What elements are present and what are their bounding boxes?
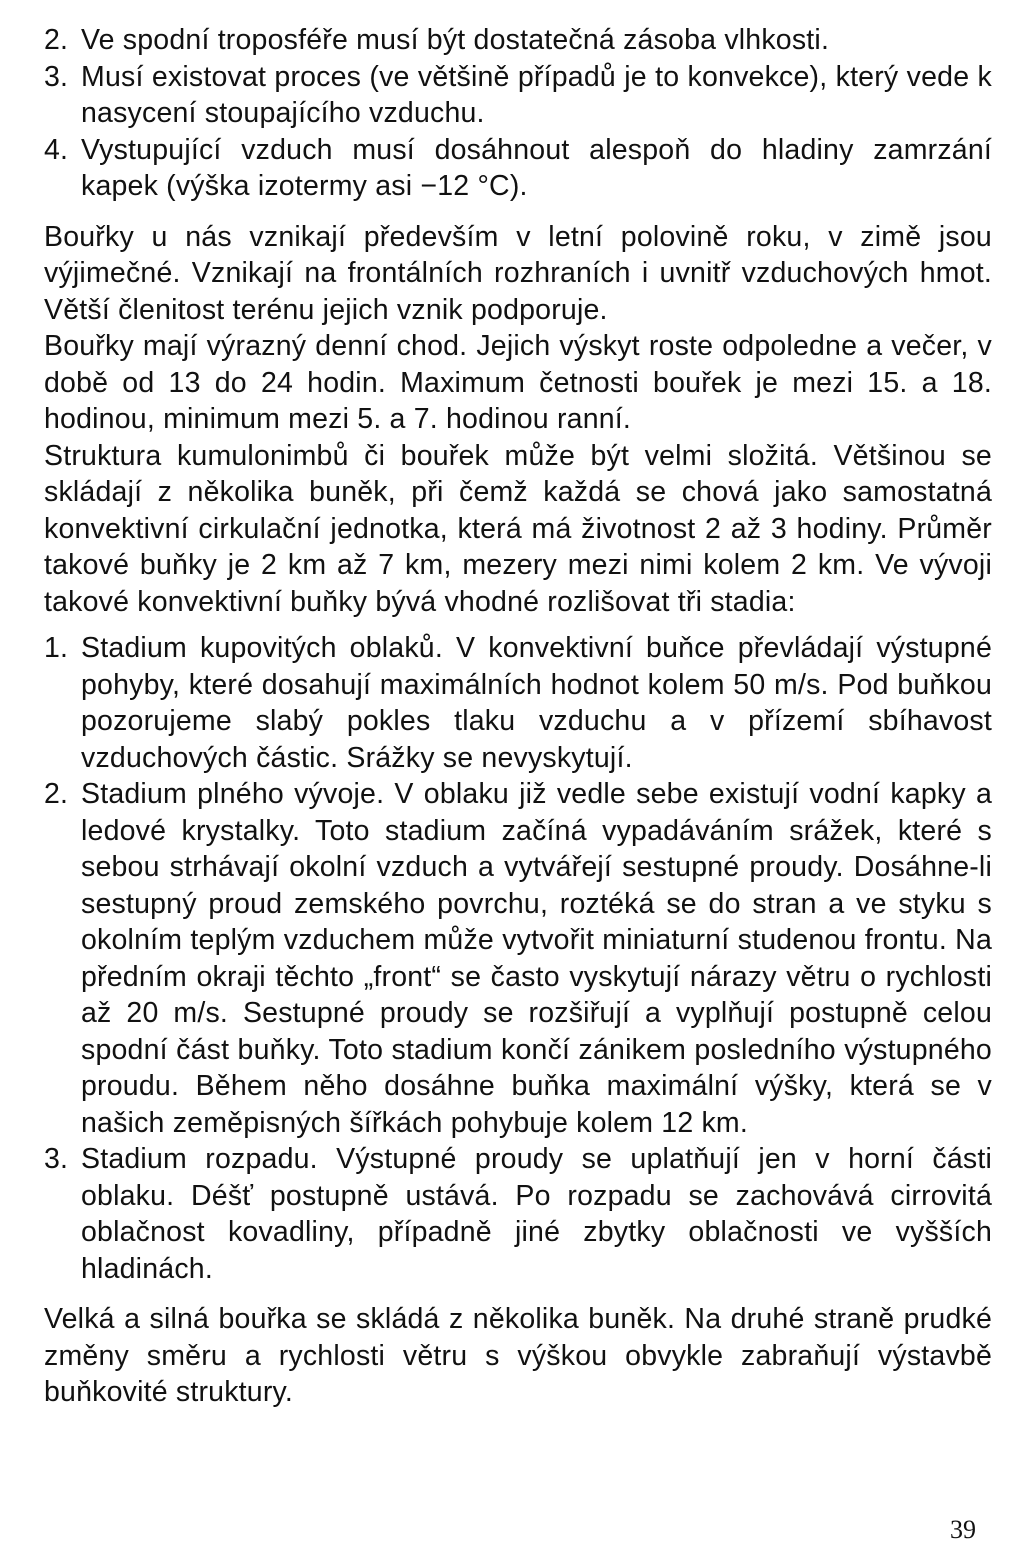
list-text: Stadium plného vývoje. V oblaku již vedle sebe existují vodní kapky a ledové krystalky. Toto stadium začíná vypadáváním srážek, které s sebou strhávají okolní vzduch a vytvářejí sestupné proudy. Dosáhne-li sestupný proud zemského povrchu, roztéká se do stran a ve styku s okolním teplým vzduchem může vytvořit miniaturní studenou frontu. Na předním okraji těchto „front“ se často vyskytují nárazy větru o rychlosti až 20 m/s. Sestupné proudy se rozšiřují a vyplňují postupně celou spodní část buňky. Toto stadium končí zánikem posledního výstupného proudu. Během něho dosáhne buňka maximální výšky, která se v našich zeměpisných šířkách pohybuje kolem 12 km. bbox=[81, 778, 992, 1139]
list-item bbox=[44, 776, 992, 1141]
list-number: 3. bbox=[44, 60, 69, 93]
list-number: 1. bbox=[44, 632, 69, 664]
list-text: Musí existovat proces (ve většině případů je to konvekce), který vede k nasycení stoupajícího vzduchu. bbox=[81, 60, 992, 129]
list-text: Ve spodní troposféře musí být dostatečná zásoba vlhkosti. bbox=[81, 24, 830, 56]
list-number: 3. bbox=[44, 1143, 69, 1175]
list-item bbox=[44, 1141, 992, 1287]
list-number: 2. bbox=[44, 778, 69, 810]
list-number: 2. bbox=[44, 24, 69, 56]
list-number: 4. bbox=[44, 133, 69, 166]
closing-paragraph: Velká a silná bouřka se skládá z několika buněk. Na druhé straně prudké změny směru a rychlosti větru s výškou obvykle zabraňují výstavbě buňkovité struktury. bbox=[44, 1303, 992, 1408]
list-text: Vystupující vzduch musí dosáhnout alespoň do hladiny zamrzání kapek (výška izotermy asi −12 °C). bbox=[81, 133, 992, 202]
list-text: Stadium rozpadu. Výstupné proudy se uplatňují jen v horní části oblaku. Déšť postupně ustává. Po rozpadu se zachovává cirrovitá oblačnost kovadliny, případně jiné zbytky oblačnosti ve vyšších hladinách. bbox=[81, 1143, 992, 1285]
page-text bbox=[44, 22, 992, 1411]
list-item bbox=[44, 630, 992, 776]
page-number: 39 bbox=[950, 1515, 976, 1544]
list-text: Stadium kupovitých oblaků. V konvektivní buňce převládají výstupné pohyby, které dosahují maximálních hodnot kolem 50 m/s. Pod buňkou pozorujeme slabý pokles tlaku vzduchu a v přízemí sbíhavost vzduchových částic. Srážky se nevyskytují. bbox=[81, 632, 992, 774]
paragraph: Struktura kumulonimbů či bouřek může být velmi složitá. Většinou se skládají z několika buněk, při čemž každá se chová jako samostatná konvektivní cirkulační jednotka, která má životnost 2 až 3 hodiny. Průměr takové buňky je 2 km až 7 km, mezery mezi nimi kolem 2 km. Ve vývoji takové konvektivní buňky bývá vhodné rozlišovat tři stadia: bbox=[44, 439, 992, 618]
list-item bbox=[44, 132, 992, 205]
paragraph: Bouřky u nás vznikají především v letní polovině roku, v zimě jsou výjimečné. Vznikají na frontálních rozhraních i uvnitř vzduchových hmot. Větší členitost terénu jejich vznik podporuje. bbox=[44, 220, 992, 326]
paragraph: Bouřky mají výrazný denní chod. Jejich výskyt roste odpoledne a večer, v době od 13 do 24 hodin. Maximum četnosti bouřek je mezi 15. a 18. hodinou, minimum mezi 5. a 7. hodinou ranní. bbox=[44, 330, 992, 435]
list-item bbox=[44, 22, 992, 59]
list-item bbox=[44, 59, 992, 132]
